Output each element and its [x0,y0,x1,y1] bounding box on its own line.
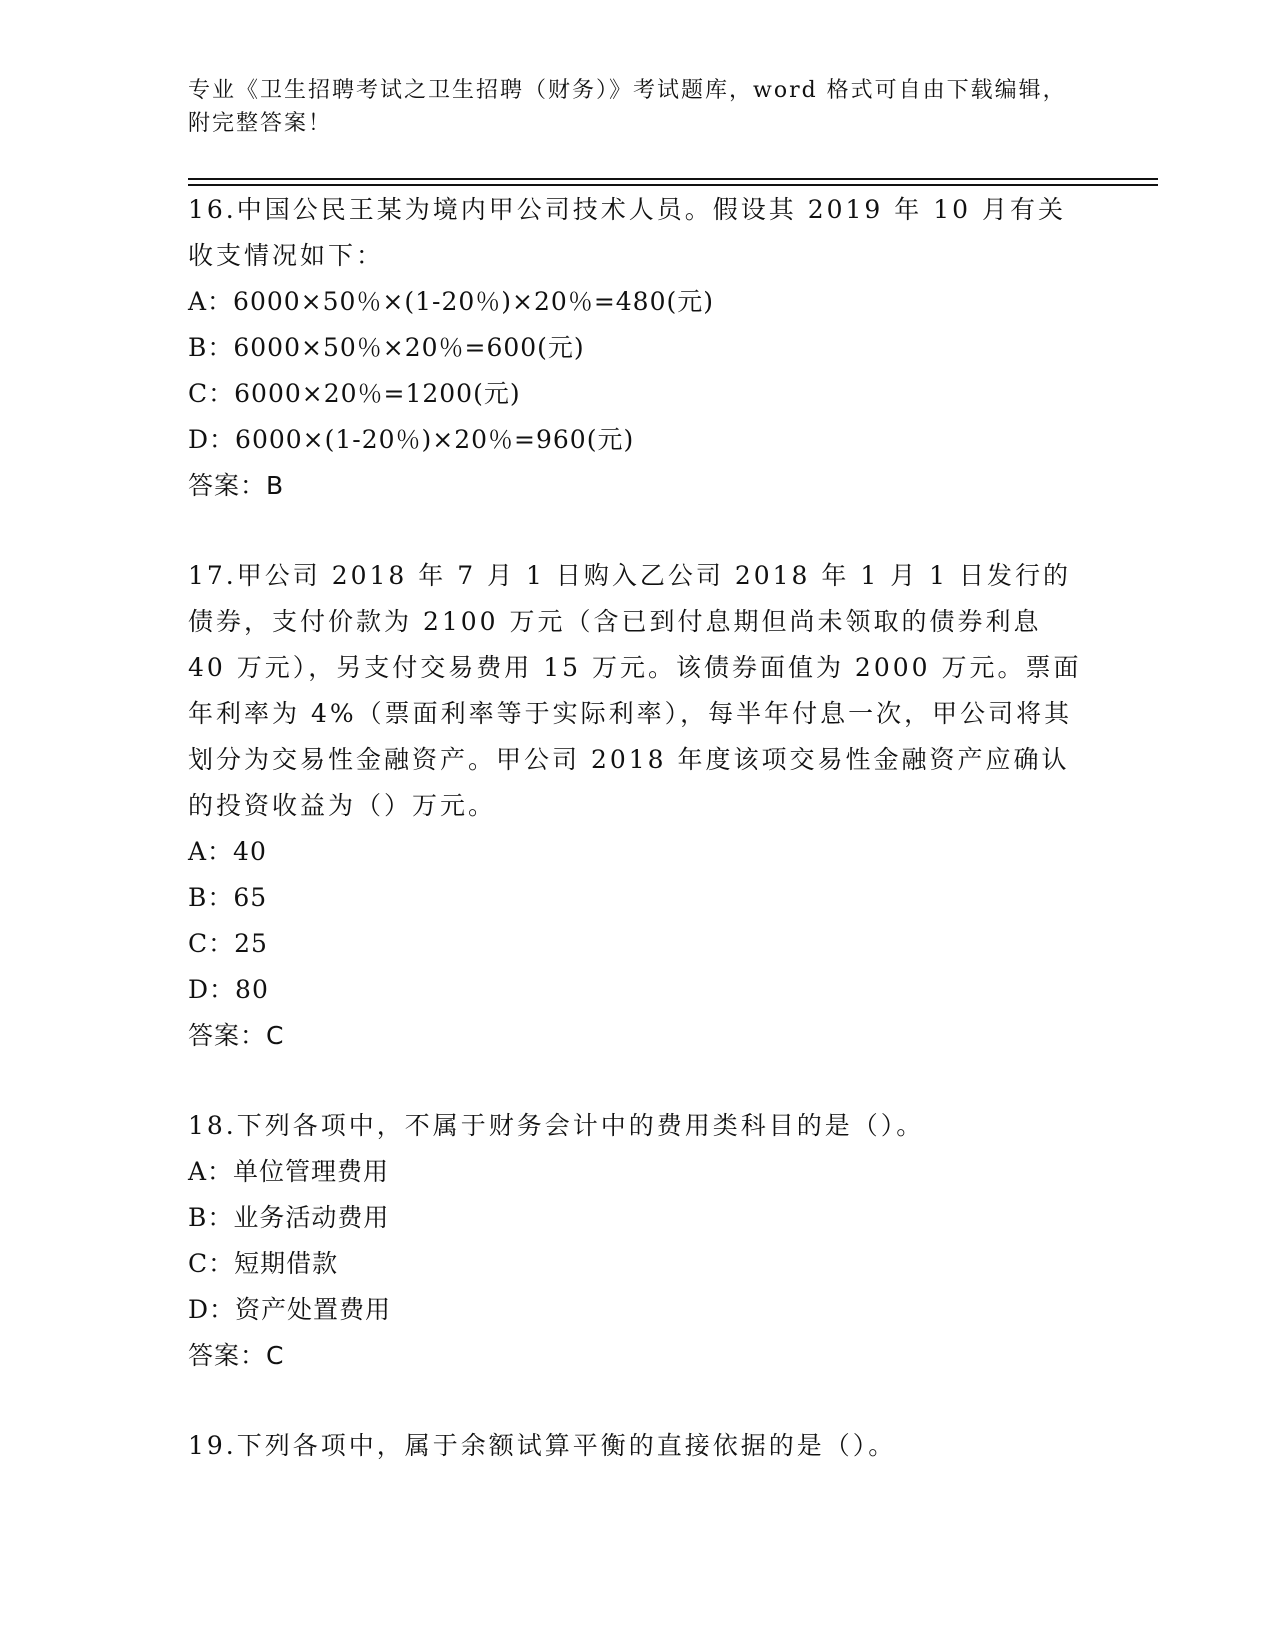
option-b: B：业务活动费用 [188,1203,390,1232]
question-list [188,187,1088,1513]
question-stem: 19.下列各项中，属于余额试算平衡的直接依据的是（）。 [188,1431,897,1460]
option-c: C：6000×20％=1200(元) [188,379,521,408]
option-c: C：25 [188,929,268,958]
option-d: D：6000×(1-20％)×20％=960(元) [188,425,635,454]
answer: 答案：B [188,471,285,500]
question-16 [188,187,1088,509]
option-a: A：40 [188,837,267,866]
question-17 [188,553,1088,1059]
option-c: C：短期借款 [188,1249,339,1278]
question-19 [188,1423,1088,1469]
question-stem: 18.下列各项中，不属于财务会计中的费用类科目的是（）。 [188,1111,925,1140]
answer: 答案：C [188,1341,285,1370]
option-d: D：资产处置费用 [188,1295,392,1324]
option-d: D：80 [188,975,269,1004]
answer: 答案：C [188,1021,285,1050]
header-rule-top [188,178,1158,180]
document-header: 专业《卫生招聘考试之卫生招聘（财务）》考试题库，word 格式可自由下载编辑，附完整答案！ [188,78,1067,136]
option-b: B：65 [188,883,268,912]
option-a: A：单位管理费用 [188,1157,390,1186]
question-stem: 16.中国公民王某为境内甲公司技术人员。假设其 2019 年 10 月有关收支情况如下： [188,195,1066,270]
header-rule-bottom [188,184,1158,186]
question-stem: 17.甲公司 2018 年 7 月 1 日购入乙公司 2018 年 1 月 1 日发行的债券，支付价款为 2100 万元（含已到付息期但尚未领取的债券利息 40 万元），另支付交易费用 15 万元。该债券面值为 2000 万元。票面年利率为 4%（票面利率等于实际利率），每半年付息一次，甲公司将其划分为交易性金融资产。甲公司 2018 年度该项交易性金融资产应确认的投资收益为（）万元。 [188,561,1082,820]
question-18 [188,1103,1088,1379]
option-a: A：6000×50％×(1-20％)×20％=480(元) [188,287,714,316]
option-b: B：6000×50％×20％=600(元) [188,333,585,362]
